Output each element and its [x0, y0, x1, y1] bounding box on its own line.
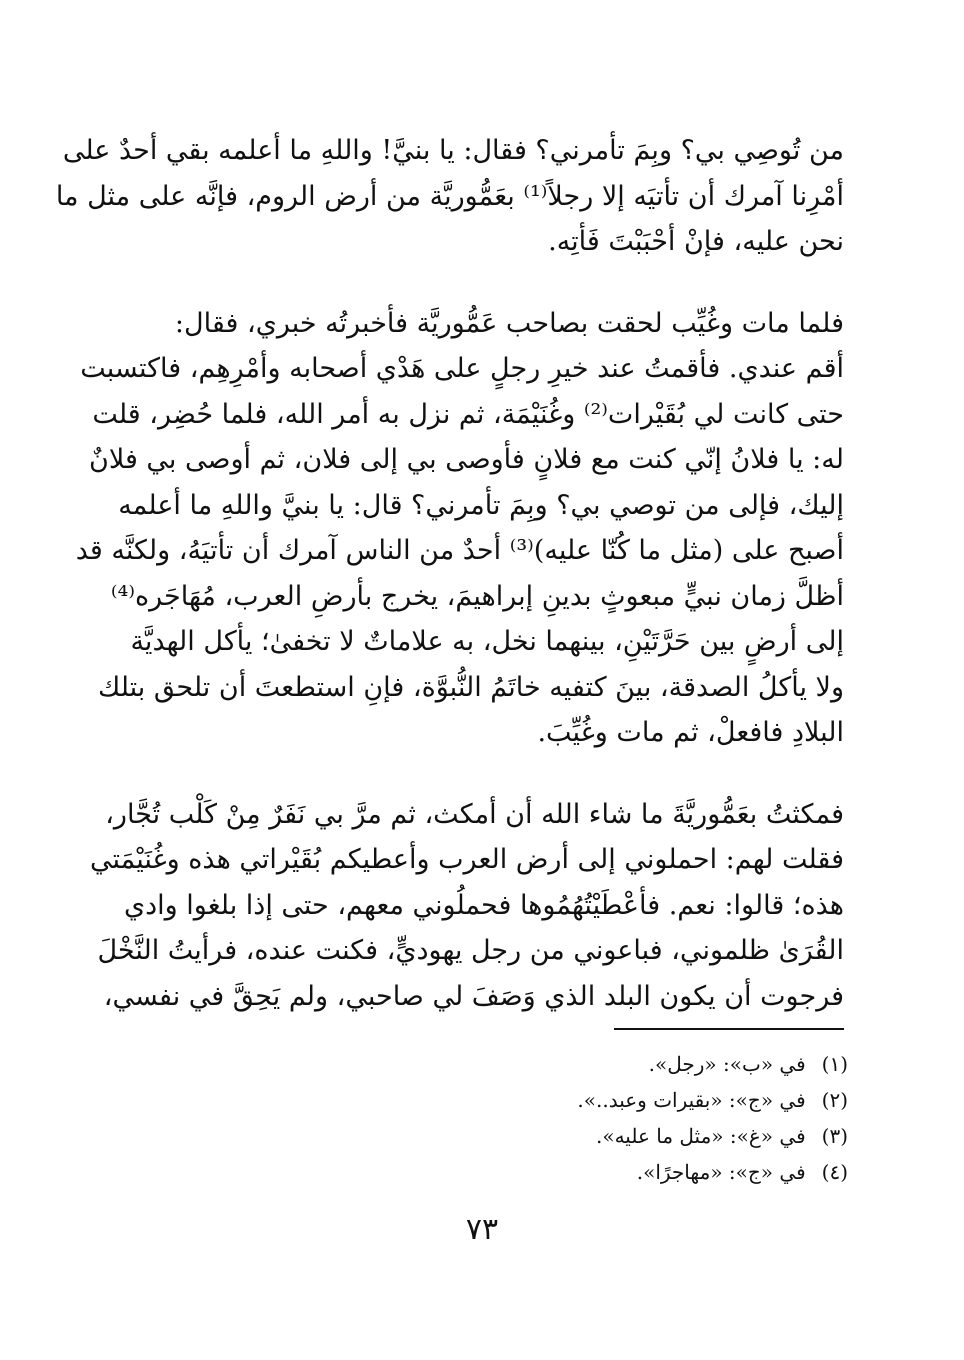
- text-line: من تُوصِي بي؟ وبِمَ تأمرني؟ فقال: يا بنيَّ! واللهِ ما أعلمه بقي أحدٌ على: [62, 135, 844, 166]
- paragraph-2: [75, 301, 844, 756]
- footnote-3: [380, 1118, 848, 1154]
- text-line: ولا يأكلُ الصدقة، بينَ كتفيه خاتَمُ النُّبوَّة، فإنِ استطعتَ أن تلحق بتلك: [97, 671, 844, 703]
- main-text: [55, 128, 844, 1055]
- text-line: له: يا فلانُ إنّي كنت مع فلانٍ فأوصى بي إلى فلان، ثم أوصى بي فلانٌ: [89, 444, 844, 475]
- text-line: أصبح على (مثل ما كُنّا عليه)⁽³⁾ أحدٌ من الناس آمرك أن تأتيَهُ، ولكنَّه قد: [75, 535, 844, 566]
- page-number: ٧٣: [465, 1212, 499, 1247]
- paragraph-1: [55, 128, 844, 265]
- text-line: البلادِ فافعلْ، ثم مات وغُيِّبَ.: [537, 717, 844, 748]
- text-line: أقم عندي. فأقمتُ عند خيرِ رجلٍ على هَدْي أصحابه وأمْرِهِم، فاكتسبت: [80, 353, 844, 384]
- footnote-2: [380, 1082, 848, 1118]
- text-line: فمكثتُ بعَمُّوريَّةَ ما شاء الله أن أمكث، ثم مرَّ بي نَفَرٌ مِنْ كَلْب تُجَّار،: [105, 798, 844, 830]
- footnote-number: (٣): [821, 1124, 848, 1148]
- text-line: القُرَىٰ ظلموني، فباعوني من رجل يهوديٍّ، فكنت عنده، فرأيتُ النَّخْلَ: [97, 935, 844, 966]
- footnote-text: في «ج»: «بقيرات وعبد..».: [577, 1088, 806, 1112]
- footnote-text: في «ج»: «مهاجرًا».: [636, 1160, 806, 1184]
- text-line: إليك، فإلى من توصي بي؟ وبِمَ تأمرني؟ قال: يا بنيَّ واللهِ ما أعلمه: [118, 489, 844, 521]
- footnotes: [380, 1046, 848, 1190]
- text-line: أمْرِنا آمرك أن تأتيَه إلا رجلاً⁽¹⁾ بعَمُّوريَّة من أرض الروم، فإنَّه على مثل ما: [55, 180, 844, 212]
- text-line: فلما مات وغُيِّب لحقت بصاحب عَمُّوريَّة فأخبرتُه خبري، فقال:: [174, 307, 844, 339]
- text-line: هذه؛ قالوا: نعم. فأعْطَيْتُهُمُوها فحملُوني معهم، حتى إذا بلغوا وادي: [124, 889, 844, 921]
- text-line: حتى كانت لي بُقَيْرات⁽²⁾ وغُنَيْمَة، ثم نزل به أمر الله، فلما حُضِر، قلت: [92, 398, 844, 430]
- text-line: فرجوت أن يكون البلد الذي وَصَفَ لي صاحبي، ولم يَحِقَّ في نفسي،: [103, 980, 844, 1012]
- footnote-text: في «ب»: «رجل».: [648, 1052, 806, 1076]
- paragraph-3: [89, 792, 844, 1020]
- text-line: أظلَّ زمان نبيٍّ مبعوثٍ بدينِ إبراهيمَ، يخرج بأرضِ العرب، مُهَاجَره⁽⁴⁾: [110, 580, 844, 612]
- footnote-separator: [614, 1028, 844, 1030]
- footnote-text: في «غ»: «مثل ما عليه».: [595, 1124, 806, 1148]
- footnote-4: [380, 1154, 848, 1190]
- text-line: نحن عليه، فإنْ أحْبَبْتَ فَأتِه.: [548, 226, 844, 257]
- footnote-1: [380, 1046, 848, 1082]
- footnote-number: (٤): [821, 1160, 848, 1184]
- text-line: فقلت لهم: احملوني إلى أرض العرب وأعطيكم بُقَيْراتي هذه وغُنَيْمَتي: [89, 844, 844, 875]
- footnote-number: (١): [821, 1052, 848, 1076]
- text-line: إلى أرضٍ بين حَرَّتَيْنِ، بينهما نخل، به علاماتٌ لا تخفىٰ؛ يأكل الهديَّة: [130, 626, 844, 657]
- footnote-number: (٢): [821, 1088, 848, 1112]
